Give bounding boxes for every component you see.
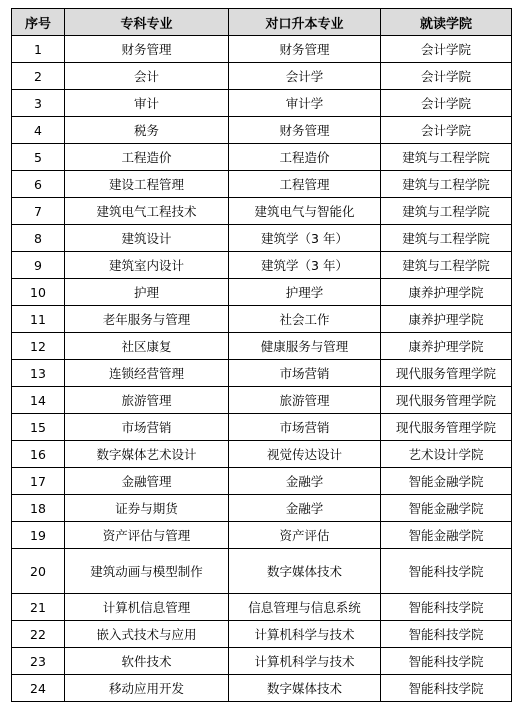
cell-school: 智能科技学院	[381, 675, 512, 702]
header-row	[12, 9, 512, 36]
cell-school: 会计学院	[381, 36, 512, 63]
cell-index: 11	[12, 306, 65, 333]
cell-college-major: 数字媒体艺术设计	[65, 441, 229, 468]
table-row	[12, 414, 512, 441]
cell-bachelor-major: 数字媒体技术	[229, 675, 381, 702]
truncated-footnote	[0, 701, 532, 707]
cell-index: 4	[12, 117, 65, 144]
cell-college-major: 审计	[65, 90, 229, 117]
header-college-major: 专科专业	[65, 9, 229, 36]
cell-index: 7	[12, 198, 65, 225]
cell-school: 建筑与工程学院	[381, 252, 512, 279]
cell-college-major: 社区康复	[65, 333, 229, 360]
table-row	[12, 144, 512, 171]
cell-college-major: 建筑电气工程技术	[65, 198, 229, 225]
table-row	[12, 63, 512, 90]
table-body	[12, 36, 512, 702]
table-row	[12, 621, 512, 648]
cell-school: 现代服务管理学院	[381, 360, 512, 387]
cell-bachelor-major: 财务管理	[229, 36, 381, 63]
table-row	[12, 522, 512, 549]
header-bachelor-major: 对口升本专业	[229, 9, 381, 36]
cell-school: 建筑与工程学院	[381, 225, 512, 252]
table-row	[12, 252, 512, 279]
cell-college-major: 移动应用开发	[65, 675, 229, 702]
cell-bachelor-major: 计算机科学与技术	[229, 621, 381, 648]
table-row	[12, 387, 512, 414]
cell-bachelor-major: 财务管理	[229, 117, 381, 144]
header-school: 就读学院	[381, 9, 512, 36]
table-row	[12, 594, 512, 621]
cell-bachelor-major: 旅游管理	[229, 387, 381, 414]
cell-bachelor-major: 金融学	[229, 495, 381, 522]
cell-college-major: 工程造价	[65, 144, 229, 171]
cell-index: 6	[12, 171, 65, 198]
cell-college-major: 财务管理	[65, 36, 229, 63]
cell-school: 康养护理学院	[381, 279, 512, 306]
cell-index: 10	[12, 279, 65, 306]
cell-school: 智能金融学院	[381, 522, 512, 549]
cell-bachelor-major: 工程管理	[229, 171, 381, 198]
cell-index: 23	[12, 648, 65, 675]
cell-bachelor-major: 数字媒体技术	[229, 549, 381, 594]
cell-school: 智能科技学院	[381, 549, 512, 594]
cell-college-major: 嵌入式技术与应用	[65, 621, 229, 648]
table-row	[12, 306, 512, 333]
cell-index: 15	[12, 414, 65, 441]
table-row	[12, 90, 512, 117]
cell-index: 16	[12, 441, 65, 468]
table-row	[12, 333, 512, 360]
cell-school: 现代服务管理学院	[381, 414, 512, 441]
cell-bachelor-major: 资产评估	[229, 522, 381, 549]
table-row	[12, 495, 512, 522]
cell-school: 会计学院	[381, 117, 512, 144]
cell-college-major: 金融管理	[65, 468, 229, 495]
cell-bachelor-major: 金融学	[229, 468, 381, 495]
cell-index: 12	[12, 333, 65, 360]
cell-school: 现代服务管理学院	[381, 387, 512, 414]
cell-school: 康养护理学院	[381, 306, 512, 333]
cell-bachelor-major: 建筑学（3 年）	[229, 225, 381, 252]
cell-college-major: 会计	[65, 63, 229, 90]
cell-bachelor-major: 信息管理与信息系统	[229, 594, 381, 621]
table-row	[12, 279, 512, 306]
cell-index: 1	[12, 36, 65, 63]
cell-college-major: 连锁经营管理	[65, 360, 229, 387]
cell-school: 智能金融学院	[381, 468, 512, 495]
cell-bachelor-major: 审计学	[229, 90, 381, 117]
cell-college-major: 旅游管理	[65, 387, 229, 414]
cell-school: 建筑与工程学院	[381, 198, 512, 225]
cell-school: 智能科技学院	[381, 621, 512, 648]
cell-bachelor-major: 市场营销	[229, 414, 381, 441]
cell-college-major: 税务	[65, 117, 229, 144]
cell-index: 19	[12, 522, 65, 549]
cell-index: 14	[12, 387, 65, 414]
cell-school: 会计学院	[381, 90, 512, 117]
cell-school: 艺术设计学院	[381, 441, 512, 468]
cell-college-major: 建筑设计	[65, 225, 229, 252]
cell-index: 13	[12, 360, 65, 387]
cell-school: 智能金融学院	[381, 495, 512, 522]
cell-school: 智能科技学院	[381, 648, 512, 675]
header-index: 序号	[12, 9, 65, 36]
cell-bachelor-major: 计算机科学与技术	[229, 648, 381, 675]
cell-index: 3	[12, 90, 65, 117]
cell-bachelor-major: 社会工作	[229, 306, 381, 333]
cell-college-major: 软件技术	[65, 648, 229, 675]
table-row	[12, 171, 512, 198]
cell-college-major: 建设工程管理	[65, 171, 229, 198]
table-row	[12, 360, 512, 387]
table-row	[12, 675, 512, 702]
cell-index: 22	[12, 621, 65, 648]
cell-college-major: 市场营销	[65, 414, 229, 441]
table-row	[12, 198, 512, 225]
cell-bachelor-major: 建筑学（3 年）	[229, 252, 381, 279]
cell-bachelor-major: 建筑电气与智能化	[229, 198, 381, 225]
cell-index: 20	[12, 549, 65, 594]
cell-bachelor-major: 健康服务与管理	[229, 333, 381, 360]
cell-index: 24	[12, 675, 65, 702]
cell-school: 智能科技学院	[381, 594, 512, 621]
cell-bachelor-major: 会计学	[229, 63, 381, 90]
table-row	[12, 549, 512, 594]
cell-college-major: 计算机信息管理	[65, 594, 229, 621]
cell-college-major: 资产评估与管理	[65, 522, 229, 549]
table-row	[12, 468, 512, 495]
cell-school: 康养护理学院	[381, 333, 512, 360]
cell-bachelor-major: 工程造价	[229, 144, 381, 171]
cell-index: 8	[12, 225, 65, 252]
cell-school: 建筑与工程学院	[381, 171, 512, 198]
cell-index: 9	[12, 252, 65, 279]
table-row	[12, 441, 512, 468]
cell-college-major: 建筑动画与模型制作	[65, 549, 229, 594]
table-header	[12, 9, 512, 36]
cell-school: 建筑与工程学院	[381, 144, 512, 171]
cell-college-major: 建筑室内设计	[65, 252, 229, 279]
cell-college-major: 护理	[65, 279, 229, 306]
cell-index: 21	[12, 594, 65, 621]
cell-index: 2	[12, 63, 65, 90]
table-row	[12, 36, 512, 63]
cell-college-major: 证券与期货	[65, 495, 229, 522]
cell-bachelor-major: 视觉传达设计	[229, 441, 381, 468]
cell-index: 5	[12, 144, 65, 171]
cell-school: 会计学院	[381, 63, 512, 90]
table-row	[12, 225, 512, 252]
table-row	[12, 648, 512, 675]
cell-college-major: 老年服务与管理	[65, 306, 229, 333]
cell-index: 18	[12, 495, 65, 522]
cell-bachelor-major: 护理学	[229, 279, 381, 306]
cell-bachelor-major: 市场营销	[229, 360, 381, 387]
table-row	[12, 117, 512, 144]
cell-index: 17	[12, 468, 65, 495]
major-mapping-table	[11, 8, 512, 702]
